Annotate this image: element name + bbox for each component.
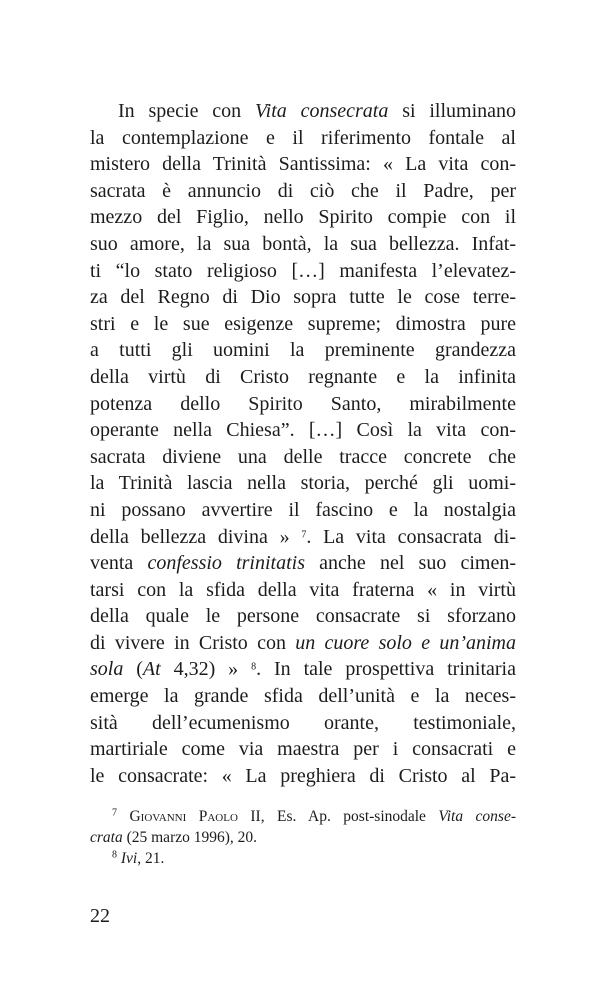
- text-line: la contemplazione e il riferimento fontale al: [90, 126, 516, 149]
- text-line: della virtù di Cristo regnante e la infinita: [90, 365, 516, 388]
- text-line: stri e le sue esigenze supreme; dimostra pure: [90, 312, 516, 335]
- italic-text: Vita conse-: [438, 808, 516, 825]
- italic-text: confessio trinitatis: [147, 552, 305, 575]
- footnote-reference: 8: [251, 661, 257, 673]
- text-line: emerge la grande sfida dell’unità e la neces-: [90, 685, 516, 708]
- italic-text: crata: [90, 829, 123, 846]
- text-line: potenza dello Spirito Santo, mirabilmente: [90, 392, 516, 415]
- body-paragraph: [90, 98, 516, 789]
- footnote-line: $^8$ Ivi, 21.: [112, 849, 165, 867]
- footnote-reference: 8: [112, 849, 117, 861]
- italic-text: At: [142, 658, 161, 681]
- footnote-line: $^7$ Giovanni Paolo II, Es. Ap. post-sinodale Vita conse-: [112, 807, 516, 825]
- text-line: ni possano avvertire il fascino e la nostalgia: [90, 498, 516, 521]
- text-line: la Trinità lascia nella storia, perché gli uomi-: [90, 472, 516, 495]
- text-line: sità dell’ecumenismo orante, testimoniale,: [90, 711, 516, 734]
- text-line: tarsi con la sfida della vita fraterna « in virtù: [90, 578, 516, 601]
- text-line: suo amore, la sua bontà, la sua bellezza. Infat-: [90, 232, 516, 255]
- footnote-line: crata (25 marzo 1996), 20.: [90, 829, 258, 846]
- text-line: di vivere in Cristo con un cuore solo e un’anima: [90, 631, 517, 654]
- italic-text: Ivi: [120, 850, 138, 867]
- italic-text: Vita consecrata: [254, 100, 389, 122]
- text-line: za del Regno di Dio sopra tutte le cose terre-: [90, 286, 516, 309]
- footnotes: [90, 806, 516, 869]
- italic-text: sola: [90, 658, 124, 681]
- text-line: mistero della Trinità Santissima: « La vita con-: [90, 153, 516, 176]
- text-line: a tutti gli uomini la preminente grandezza: [90, 339, 516, 362]
- italic-text: un cuore solo e un’anima: [295, 631, 517, 654]
- text-line: sacrata è annuncio di ciò che il Padre, per: [90, 179, 516, 202]
- text-line: ti “lo stato religioso […] manifesta l’elevatez-: [90, 259, 516, 282]
- text-line: sacrata diviene una delle tracce concrete che: [90, 445, 516, 468]
- footnote-reference: 7: [112, 807, 117, 819]
- text-line: sola (At 4,32) » $^8$. In tale prospettiva trinitaria: [90, 658, 516, 681]
- author-name: Giovanni Paolo II: [129, 808, 261, 825]
- text-line: le consacrate: « La preghiera di Cristo al Pa-: [90, 764, 516, 787]
- text-line: della bellezza divina » $^7$. La vita consacrata di-: [90, 525, 517, 548]
- text-line: martiriale come via maestra per i consacrati e: [90, 738, 516, 761]
- footnote-reference: 7: [301, 529, 307, 540]
- text-line: In specie con Vita consecrata si illuminano: [118, 100, 516, 122]
- text-line: operante nella Chiesa”. […] Così la vita con-: [90, 419, 516, 442]
- text-line: venta confessio trinitatis anche nel suo cimen-: [90, 552, 517, 575]
- text-line: della quale le persone consacrate si sforzano: [90, 605, 516, 628]
- text-line: mezzo del Figlio, nello Spirito compie con il: [90, 206, 516, 229]
- page-number: 22: [90, 905, 110, 927]
